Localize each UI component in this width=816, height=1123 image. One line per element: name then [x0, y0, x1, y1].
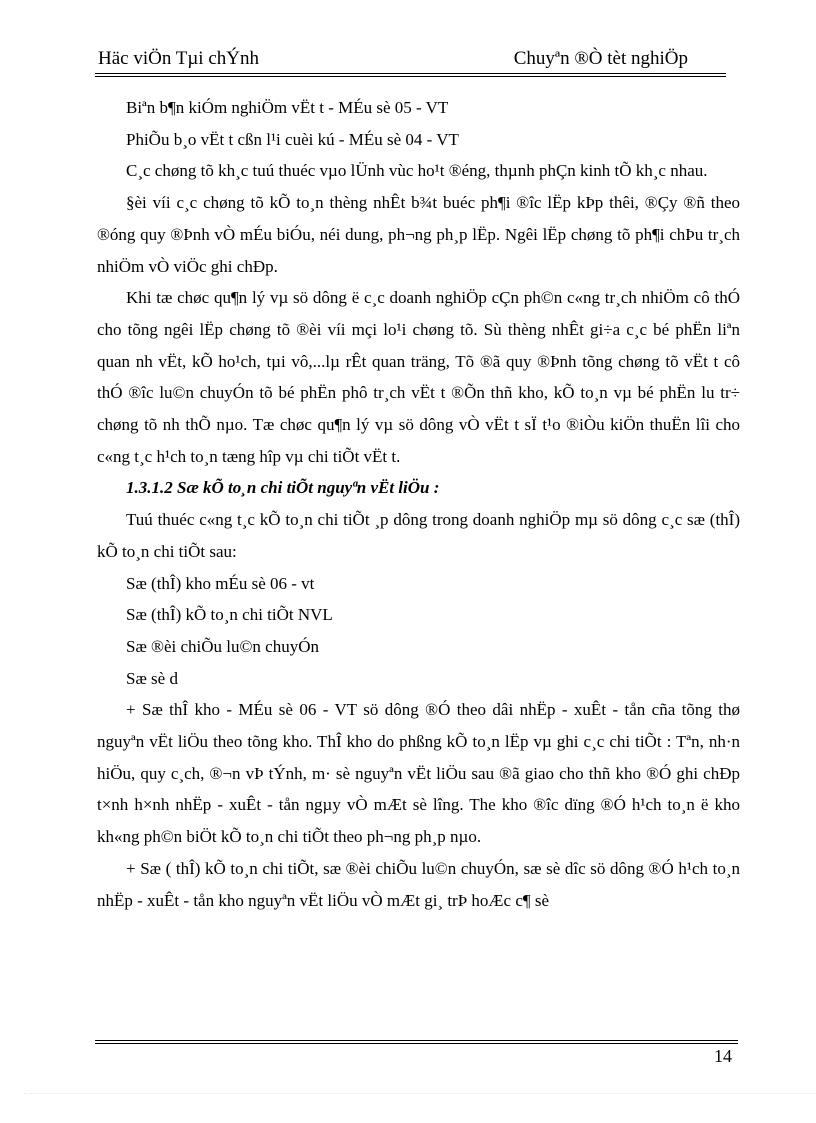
paragraph: Tuú thuéc c«ng t¸c kÕ to¸n chi tiÕt ¸p dông trong doanh nghiÖp mµ sö dông c¸c sæ (thÎ) kÕ to¸n chi tiÕt sau: [97, 510, 740, 561]
paragraph: Khi tæ chøc qu¶n lý vµ sö dông ë c¸c doanh nghiÖp cÇn ph©n c«ng tr¸ch nhiÖm cô thÓ cho tõng ngêi lËp chøng tõ ®èi víi mçi lo¹i chøng tõ. Sù thèng nhÊt gi÷a c¸c bé phËn liªn quan nh vËt, kÕ ho¹ch, tµi vô,...lµ rÊt quan träng, Tõ ®ã quy ®Þnh tõng chøng tõ vËt t cô thÓ ®îc lu©n chuyÓn tõ bé phËn phô tr¸ch vËt t ®Õn thñ kho, kÕ to¸n vµ bé phËn lu tr÷ chøng tõ nh thÕ nµo. Tæ chøc qu¶n lý vµ sö dông vÒ vËt t sÏ t¹o ®iÒu kiÖn thuËn lîi cho c«ng t¸c h¹ch to¸n tæng hîp vµ chi tiÕt vËt t. [97, 288, 740, 466]
body-text [97, 92, 740, 916]
footer-rule [95, 1040, 738, 1041]
header-rule [95, 76, 726, 77]
paragraph: §èi víi c¸c chøng tõ kÕ to¸n thèng nhÊt b¾t buéc ph¶i ®îc lËp kÞp thêi, ®Çy ®ñ theo ®óng quy ®Þnh vÒ mÉu biÓu, néi dung, ph¬ng ph¸p lËp. Ngêi lËp chøng tõ ph¶i chÞu tr¸ch nhiÖm vÒ viÖc ghi chÐp. [97, 193, 740, 276]
header-rule [95, 73, 726, 74]
paragraph: + Sæ ( thÎ) kÕ to¸n chi tiÕt, sæ ®èi chiÕu lu©n chuyÓn, sæ sè dîc sö dông ®Ó h¹ch to¸n nhËp - xuÊt - tån kho nguyªn vËt liÖu vÒ mÆt gi¸ trÞ hoÆc c¶ sè [97, 858, 740, 910]
header-title: Chuyªn ®Ò tèt nghiÖp [513, 48, 688, 69]
section-heading: 1.3.1.2 Sæ kÕ to¸n chi tiÕt nguyªn vËt liÖu : [126, 478, 440, 498]
header-institution: Häc viÖn Tµi chÝnh [98, 48, 259, 69]
page-header [95, 48, 726, 74]
paragraph: PhiÕu b¸o vËt t cßn l¹i cuèi kú - MÉu sè 04 - VT [126, 129, 459, 149]
paragraph: Sæ sè d [126, 668, 178, 688]
paragraph: Sæ (thÎ) kÕ to¸n chi tiÕt NVL [126, 605, 333, 625]
paragraph: Sæ (thÎ) kho mÉu sè 06 - vt [126, 573, 315, 593]
page-number: 14 [714, 1046, 732, 1066]
page-edge [24, 1093, 816, 1094]
footer-rule [95, 1043, 738, 1044]
paragraph: C¸c chøng tõ kh¸c tuú thuéc vµo lÜnh vùc ho¹t ®éng, thµnh phÇn kinh tÕ kh¸c nhau. [126, 161, 708, 181]
paragraph: + Sæ thÎ kho - MÉu sè 06 - VT sö dông ®Ó theo dâi nhËp - xuÊt - tån cña tõng thø nguyªn vËt liÖu theo tõng kho. ThÎ kho do phßng kÕ to¸n lËp vµ ghi c¸c chi tiÕt : Tªn, nh·n hiÖu, quy c¸ch, ®¬n vÞ tÝnh, m· sè nguyªn vËt liÖu sau ®ã giao cho thñ kho ®Ó ghi chÐp t×nh h×nh nhËp - xuÊt - tån ngµy vÒ mÆt sè lîng. The kho ®îc dïng ®Ó h¹ch to¸n ë kho kh«ng ph©n biÖt kÕ to¸n chi tiÕt theo ph¬ng ph¸p nµo. [97, 700, 740, 847]
paragraph: Sæ ®èi chiÕu lu©n chuyÓn [126, 636, 319, 656]
paragraph: Biªn b¶n kiÓm nghiÖm vËt t - MÉu sè 05 - VT [126, 98, 449, 117]
